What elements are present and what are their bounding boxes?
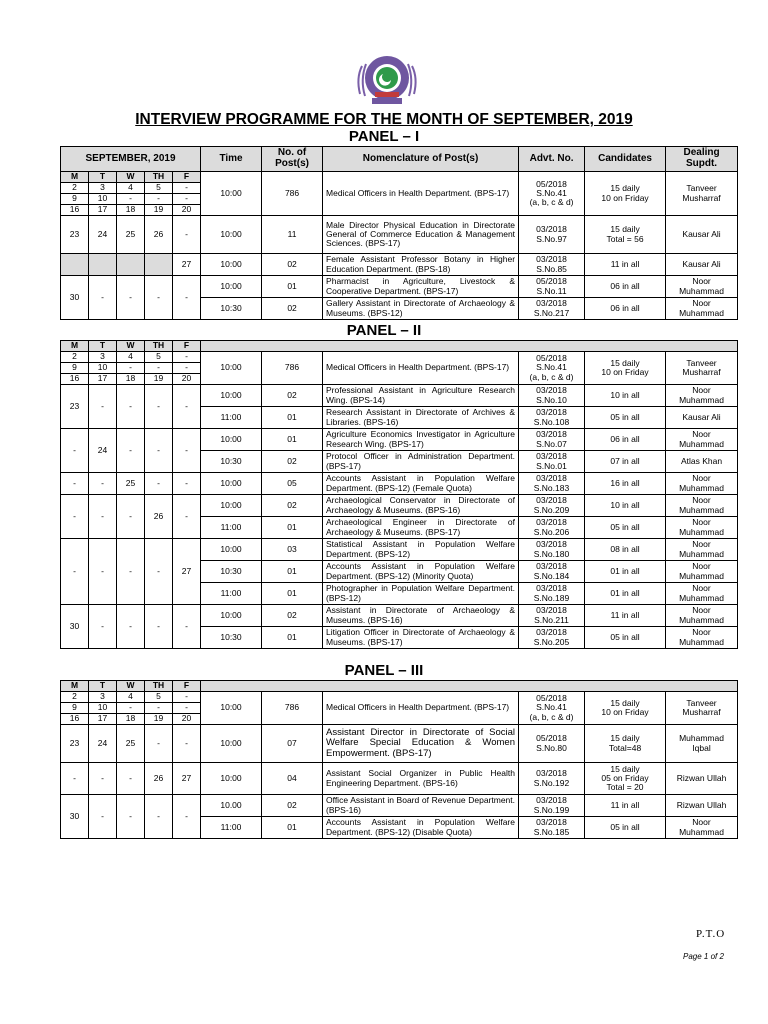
- day-header: W: [117, 172, 145, 183]
- day-header: M: [61, 172, 89, 183]
- candidates-cell: 15 daily 10 on Friday: [585, 352, 666, 385]
- nomenclature-cell: Statistical Assistant in Population Welfare Department. (BPS-12): [323, 539, 519, 561]
- candidates-cell: 01 in all: [585, 583, 666, 605]
- supdt-cell: Atlas Khan: [666, 451, 738, 473]
- day-header: W: [117, 341, 145, 352]
- posts-cell: 786: [262, 172, 323, 216]
- date-cell: -: [145, 703, 173, 714]
- date-cell: 16: [61, 714, 89, 725]
- day-header: F: [173, 172, 201, 183]
- supdt-cell: Noor Muhammad: [666, 495, 738, 517]
- date-cell: 30: [61, 795, 89, 839]
- supdt-cell: Noor Muhammad: [666, 817, 738, 839]
- date-cell: -: [145, 429, 173, 473]
- candidates-cell: 15 daily 05 on Friday Total = 20: [585, 763, 666, 795]
- candidates-header: Candidates: [585, 147, 666, 172]
- date-cell: -: [173, 216, 201, 254]
- day-header: M: [61, 341, 89, 352]
- date-cell: -: [173, 276, 201, 320]
- date-cell: -: [117, 276, 145, 320]
- time-cell: 10:00: [201, 429, 262, 451]
- date-cell: 18: [117, 714, 145, 725]
- supdt-cell: Noor Muhammad: [666, 561, 738, 583]
- advt-cell: 05/2018 S.No.41 (a, b, c & d): [519, 692, 585, 725]
- candidates-cell: 11 in all: [585, 795, 666, 817]
- time-cell: 11:00: [201, 817, 262, 839]
- time-cell: 10:00: [201, 385, 262, 407]
- candidates-cell: 05 in all: [585, 517, 666, 539]
- date-cell: -: [145, 363, 173, 374]
- panel-2-title: PANEL – II: [346, 322, 422, 339]
- supdt-header: Dealing Supdt.: [666, 147, 738, 172]
- date-cell: 4: [117, 183, 145, 194]
- date-cell: -: [117, 605, 145, 649]
- posts-cell: 05: [262, 473, 323, 495]
- candidates-cell: 15 daily Total=48: [585, 725, 666, 763]
- panel-3-title: PANEL – III: [344, 662, 424, 679]
- supdt-cell: Kausar Ali: [666, 216, 738, 254]
- date-cell: -: [61, 763, 89, 795]
- time-cell: 11:00: [201, 517, 262, 539]
- date-cell: 9: [61, 363, 89, 374]
- time-cell: 11:00: [201, 407, 262, 429]
- panel-1-title: PANEL – I: [348, 128, 420, 145]
- date-cell: -: [145, 605, 173, 649]
- nomenclature-cell: Professional Assistant in Agriculture Research Wing. (BPS-14): [323, 385, 519, 407]
- nomenclature-cell: Accounts Assistant in Population Welfare Department. (BPS-12) (Female Quota): [323, 473, 519, 495]
- header-filler: [201, 341, 738, 352]
- date-cell: -: [89, 763, 117, 795]
- date-cell: 18: [117, 374, 145, 385]
- date-cell: -: [61, 473, 89, 495]
- date-cell: 30: [61, 276, 89, 320]
- date-cell: -: [117, 763, 145, 795]
- date-cell: 19: [145, 205, 173, 216]
- supdt-cell: Tanveer Musharraf: [666, 172, 738, 216]
- posts-cell: 786: [262, 352, 323, 385]
- date-cell: -: [89, 605, 117, 649]
- nomenclature-cell: Pharmacist in Agriculture, Livestock & Cooperative Department. (BPS-17): [323, 276, 519, 298]
- candidates-cell: 10 in all: [585, 495, 666, 517]
- advt-cell: 05/2018 S.No.41 (a, b, c & d): [519, 352, 585, 385]
- candidates-cell: 06 in all: [585, 276, 666, 298]
- time-cell: 10:00: [201, 216, 262, 254]
- date-cell: 3: [89, 183, 117, 194]
- date-cell: 26: [145, 763, 173, 795]
- date-cell: 26: [145, 216, 173, 254]
- time-cell: 10:00: [201, 725, 262, 763]
- candidates-cell: 15 daily 10 on Friday: [585, 692, 666, 725]
- candidates-cell: 05 in all: [585, 627, 666, 649]
- date-cell: -: [61, 429, 89, 473]
- time-cell: 10:30: [201, 298, 262, 320]
- advt-header: Advt. No.: [519, 147, 585, 172]
- day-header: TH: [145, 172, 173, 183]
- time-cell: 10:00: [201, 473, 262, 495]
- date-cell: -: [173, 495, 201, 539]
- time-cell: 10:00: [201, 172, 262, 216]
- date-cell: 30: [61, 605, 89, 649]
- date-cell: -: [173, 183, 201, 194]
- supdt-cell: Noor Muhammad: [666, 517, 738, 539]
- posts-cell: 01: [262, 517, 323, 539]
- advt-cell: 03/2018 S.No.07: [519, 429, 585, 451]
- date-cell: 24: [89, 216, 117, 254]
- date-cell: -: [89, 539, 117, 605]
- date-cell: 20: [173, 714, 201, 725]
- date-cell: -: [173, 692, 201, 703]
- date-cell: -: [173, 473, 201, 495]
- nomenclature-cell: Accounts Assistant in Population Welfare Department. (BPS-12) (Minority Quota): [323, 561, 519, 583]
- supdt-cell: Noor Muhammad: [666, 627, 738, 649]
- time-cell: 10:00: [201, 254, 262, 276]
- time-cell: 10.00: [201, 795, 262, 817]
- candidates-cell: 06 in all: [585, 298, 666, 320]
- date-cell: 20: [173, 205, 201, 216]
- panel-3-table: [60, 680, 738, 839]
- posts-cell: 02: [262, 795, 323, 817]
- day-header: F: [173, 341, 201, 352]
- candidates-cell: 01 in all: [585, 561, 666, 583]
- advt-cell: 03/2018 S.No.199: [519, 795, 585, 817]
- nomenclature-cell: Agriculture Economics Investigator in Agriculture Research Wing. (BPS-17): [323, 429, 519, 451]
- date-cell: -: [61, 495, 89, 539]
- nomenclature-cell: Office Assistant in Board of Revenue Department. (BPS-16): [323, 795, 519, 817]
- page-title: INTERVIEW PROGRAMME FOR THE MONTH OF SEPTEMBER, 2019: [135, 111, 633, 128]
- commission-logo: [352, 48, 422, 108]
- supdt-cell: Noor Muhammad: [666, 473, 738, 495]
- nomenclature-cell: Assistant in Directorate of Archaeology & Museums. (BPS-16): [323, 605, 519, 627]
- date-cell: -: [173, 703, 201, 714]
- date-cell: 19: [145, 374, 173, 385]
- nomenclature-cell: Protocol Officer in Administration Department. (BPS-17): [323, 451, 519, 473]
- time-cell: 10:00: [201, 539, 262, 561]
- date-cell: 25: [117, 473, 145, 495]
- supdt-cell: Muhammad Iqbal: [666, 725, 738, 763]
- candidates-cell: 11 in all: [585, 605, 666, 627]
- date-cell: 16: [61, 205, 89, 216]
- supdt-cell: Tanveer Musharraf: [666, 692, 738, 725]
- supdt-cell: Noor Muhammad: [666, 276, 738, 298]
- advt-cell: 03/2018 S.No.205: [519, 627, 585, 649]
- date-cell: -: [173, 795, 201, 839]
- candidates-cell: 07 in all: [585, 451, 666, 473]
- date-cell: -: [145, 795, 173, 839]
- date-cell: 23: [61, 725, 89, 763]
- nomenclature-cell: Male Director Physical Education in Directorate General of Commerce Education & Management Sciences. (BPS-17): [323, 216, 519, 254]
- date-cell: -: [173, 605, 201, 649]
- posts-cell: 02: [262, 254, 323, 276]
- date-cell: -: [145, 725, 173, 763]
- nomenclature-cell: Assistant Director in Directorate of Social Welfare Special Education & Women Empowerment. (BPS-17): [323, 725, 519, 763]
- date-cell: 25: [117, 216, 145, 254]
- date-cell: -: [145, 194, 173, 205]
- page-number: Page 1 of 2: [683, 952, 724, 961]
- supdt-cell: Noor Muhammad: [666, 385, 738, 407]
- day-header: TH: [145, 681, 173, 692]
- posts-cell: 02: [262, 495, 323, 517]
- day-header: T: [89, 172, 117, 183]
- day-header: M: [61, 681, 89, 692]
- advt-cell: 03/2018 S.No.209: [519, 495, 585, 517]
- nomenclature-cell: Accounts Assistant in Population Welfare Department. (BPS-12) (Disable Quota): [323, 817, 519, 839]
- date-cell: -: [173, 429, 201, 473]
- date-cell: -: [117, 495, 145, 539]
- advt-cell: 03/2018 S.No.189: [519, 583, 585, 605]
- date-cell: 9: [61, 703, 89, 714]
- posts-cell: 03: [262, 539, 323, 561]
- header-filler: [201, 681, 738, 692]
- date-cell: -: [173, 363, 201, 374]
- posts-cell: 01: [262, 276, 323, 298]
- date-cell: 10: [89, 703, 117, 714]
- supdt-cell: Noor Muhammad: [666, 605, 738, 627]
- date-cell: -: [117, 539, 145, 605]
- time-cell: 10:30: [201, 627, 262, 649]
- nomenclature-cell: Archaeological Engineer in Directorate of Archaeology & Museums. (BPS-17): [323, 517, 519, 539]
- advt-cell: 03/2018 S.No.180: [519, 539, 585, 561]
- time-cell: 10:00: [201, 495, 262, 517]
- date-cell: 3: [89, 352, 117, 363]
- time-cell: 10:30: [201, 451, 262, 473]
- posts-cell: 01: [262, 429, 323, 451]
- candidates-cell: 08 in all: [585, 539, 666, 561]
- date-cell: 24: [89, 429, 117, 473]
- time-header: Time: [201, 147, 262, 172]
- panel-2-table: [60, 340, 738, 649]
- supdt-cell: Rizwan Ullah: [666, 795, 738, 817]
- posts-cell: 02: [262, 451, 323, 473]
- posts-cell: 02: [262, 298, 323, 320]
- time-cell: 10:00: [201, 605, 262, 627]
- day-header: F: [173, 681, 201, 692]
- date-cell: -: [173, 352, 201, 363]
- nomenclature-cell: Research Assistant in Directorate of Archives & Libraries. (BPS-16): [323, 407, 519, 429]
- date-cell: -: [117, 703, 145, 714]
- date-cell: -: [89, 385, 117, 429]
- posts-cell: 01: [262, 583, 323, 605]
- date-cell: 20: [173, 374, 201, 385]
- time-cell: 10:30: [201, 561, 262, 583]
- nomenclature-cell: Gallery Assistant in Directorate of Archaeology & Museums. (BPS-12): [323, 298, 519, 320]
- date-cell: [117, 254, 145, 276]
- date-cell: 27: [173, 763, 201, 795]
- date-cell: 27: [173, 539, 201, 605]
- time-cell: 10:00: [201, 352, 262, 385]
- advt-cell: 05/2018 S.No.11: [519, 276, 585, 298]
- date-cell: -: [145, 276, 173, 320]
- date-cell: -: [145, 385, 173, 429]
- day-header: T: [89, 341, 117, 352]
- nomenclature-cell: Assistant Social Organizer in Public Health Engineering Department. (BPS-16): [323, 763, 519, 795]
- date-cell: -: [89, 795, 117, 839]
- advt-cell: 03/2018 S.No.108: [519, 407, 585, 429]
- time-cell: 10:00: [201, 276, 262, 298]
- advt-cell: 03/2018 S.No.97: [519, 216, 585, 254]
- posts-cell: 786: [262, 692, 323, 725]
- advt-cell: 03/2018 S.No.185: [519, 817, 585, 839]
- date-cell: -: [145, 539, 173, 605]
- supdt-cell: Noor Muhammad: [666, 539, 738, 561]
- supdt-cell: Noor Muhammad: [666, 298, 738, 320]
- time-cell: 11:00: [201, 583, 262, 605]
- date-cell: 25: [117, 725, 145, 763]
- supdt-cell: Noor Muhammad: [666, 583, 738, 605]
- candidates-cell: 05 in all: [585, 407, 666, 429]
- nomenclature-cell: Photographer in Population Welfare Department. (BPS-12): [323, 583, 519, 605]
- date-cell: 3: [89, 692, 117, 703]
- date-cell: -: [117, 194, 145, 205]
- date-cell: 5: [145, 352, 173, 363]
- candidates-cell: 06 in all: [585, 429, 666, 451]
- advt-cell: 03/2018 S.No.211: [519, 605, 585, 627]
- date-cell: 19: [145, 714, 173, 725]
- posts-cell: 01: [262, 407, 323, 429]
- date-cell: -: [89, 276, 117, 320]
- date-cell: 16: [61, 374, 89, 385]
- date-cell: -: [117, 429, 145, 473]
- date-cell: 26: [145, 495, 173, 539]
- nomenclature-cell: Female Assistant Professor Botany in Higher Education Department. (BPS-18): [323, 254, 519, 276]
- date-cell: -: [61, 539, 89, 605]
- time-cell: 10:00: [201, 692, 262, 725]
- supdt-cell: Tanveer Musharraf: [666, 352, 738, 385]
- candidates-cell: 15 daily Total = 56: [585, 216, 666, 254]
- date-cell: [89, 254, 117, 276]
- nomenclature-cell: Litigation Officer in Directorate of Archaeology & Museums. (BPS-17): [323, 627, 519, 649]
- advt-cell: 03/2018 S.No.184: [519, 561, 585, 583]
- day-header: T: [89, 681, 117, 692]
- date-cell: 9: [61, 194, 89, 205]
- date-cell: -: [145, 473, 173, 495]
- posts-header: No. of Post(s): [262, 147, 323, 172]
- date-cell: -: [117, 385, 145, 429]
- month-header: SEPTEMBER, 2019: [61, 147, 201, 172]
- date-cell: 17: [89, 714, 117, 725]
- date-cell: 2: [61, 692, 89, 703]
- date-cell: [61, 254, 89, 276]
- supdt-cell: Noor Muhammad: [666, 429, 738, 451]
- date-cell: -: [89, 473, 117, 495]
- date-cell: 2: [61, 183, 89, 194]
- day-header: W: [117, 681, 145, 692]
- time-cell: 10:00: [201, 763, 262, 795]
- date-cell: 24: [89, 725, 117, 763]
- posts-cell: 11: [262, 216, 323, 254]
- date-cell: -: [89, 495, 117, 539]
- advt-cell: 03/2018 S.No.183: [519, 473, 585, 495]
- candidates-cell: 10 in all: [585, 385, 666, 407]
- date-cell: -: [173, 385, 201, 429]
- nomenclature-cell: Medical Officers in Health Department. (BPS-17): [323, 692, 519, 725]
- candidates-cell: 05 in all: [585, 817, 666, 839]
- date-cell: 4: [117, 352, 145, 363]
- pto-note: P.T.O: [696, 928, 726, 940]
- day-header: TH: [145, 341, 173, 352]
- date-cell: 5: [145, 692, 173, 703]
- advt-cell: 05/2018 S.No.41 (a, b, c & d): [519, 172, 585, 216]
- date-cell: -: [173, 194, 201, 205]
- date-cell: 2: [61, 352, 89, 363]
- candidates-cell: 15 daily 10 on Friday: [585, 172, 666, 216]
- date-cell: -: [173, 725, 201, 763]
- advt-cell: 03/2018 S.No.206: [519, 517, 585, 539]
- advt-cell: 03/2018 S.No.217: [519, 298, 585, 320]
- date-cell: 23: [61, 216, 89, 254]
- date-cell: -: [117, 795, 145, 839]
- date-cell: 17: [89, 205, 117, 216]
- posts-cell: 02: [262, 605, 323, 627]
- date-cell: 4: [117, 692, 145, 703]
- advt-cell: 03/2018 S.No.01: [519, 451, 585, 473]
- date-cell: 10: [89, 363, 117, 374]
- advt-cell: 05/2018 S.No.80: [519, 725, 585, 763]
- posts-cell: 01: [262, 627, 323, 649]
- advt-cell: 03/2018 S.No.10: [519, 385, 585, 407]
- date-cell: 17: [89, 374, 117, 385]
- posts-cell: 07: [262, 725, 323, 763]
- date-cell: 27: [173, 254, 201, 276]
- date-cell: 18: [117, 205, 145, 216]
- nomenclature-cell: Medical Officers in Health Department. (BPS-17): [323, 352, 519, 385]
- advt-cell: 03/2018 S.No.192: [519, 763, 585, 795]
- advt-cell: 03/2018 S.No.85: [519, 254, 585, 276]
- date-cell: 10: [89, 194, 117, 205]
- candidates-cell: 16 in all: [585, 473, 666, 495]
- supdt-cell: Kausar Ali: [666, 407, 738, 429]
- nomenclature-header: Nomenclature of Post(s): [323, 147, 519, 172]
- posts-cell: 01: [262, 561, 323, 583]
- posts-cell: 04: [262, 763, 323, 795]
- date-cell: 5: [145, 183, 173, 194]
- panel-1-table: [60, 146, 738, 320]
- date-cell: -: [117, 363, 145, 374]
- candidates-cell: 11 in all: [585, 254, 666, 276]
- nomenclature-cell: Medical Officers in Health Department. (BPS-17): [323, 172, 519, 216]
- supdt-cell: Rizwan Ullah: [666, 763, 738, 795]
- posts-cell: 02: [262, 385, 323, 407]
- supdt-cell: Kausar Ali: [666, 254, 738, 276]
- nomenclature-cell: Archaeological Conservator in Directorate of Archaeology & Museums. (BPS-16): [323, 495, 519, 517]
- posts-cell: 01: [262, 817, 323, 839]
- date-cell: [145, 254, 173, 276]
- date-cell: 23: [61, 385, 89, 429]
